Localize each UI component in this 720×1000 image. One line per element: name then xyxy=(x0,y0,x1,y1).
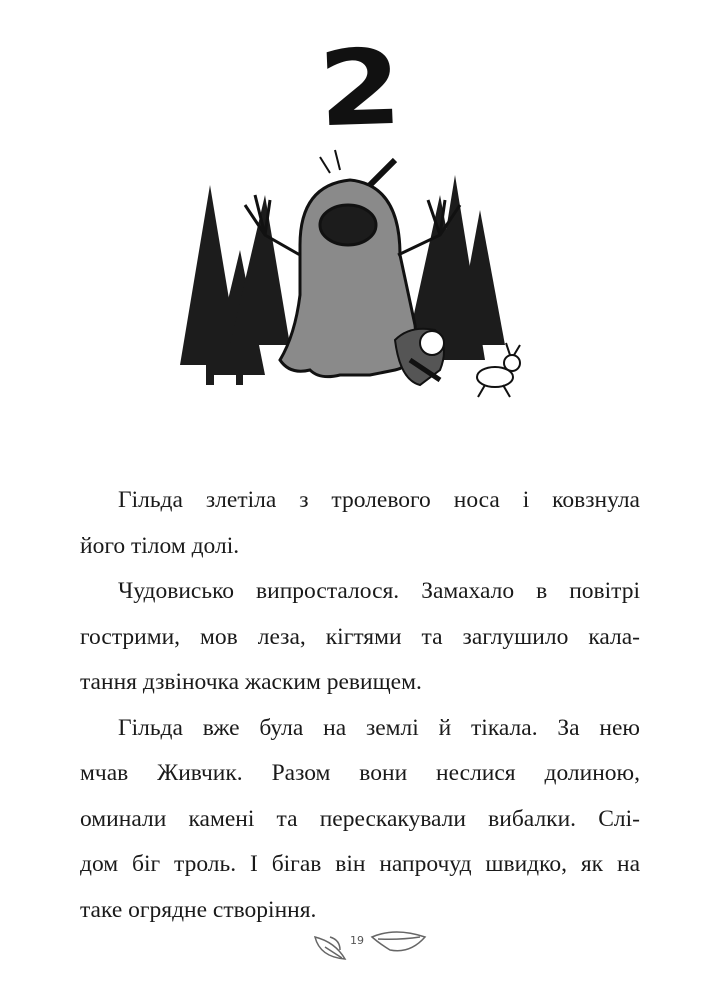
text-line: тання дзвіночка жаским ревищем. xyxy=(80,669,422,695)
text-line: його тілом долі. xyxy=(80,532,240,559)
text-line: Чудовисько випросталося. Замахало в повітрі xyxy=(118,578,640,604)
page-footer xyxy=(300,912,430,962)
troll-chase-illustration xyxy=(170,145,560,415)
leaf-ornament-icon xyxy=(300,912,430,962)
body-text xyxy=(80,478,640,933)
text-line: Гільда вже була на землі й тікала. За нею xyxy=(118,714,640,741)
chapter-number: 2 xyxy=(315,25,405,151)
text-line: оминали камені та перескакували вибалки. Слі- xyxy=(80,805,640,832)
text-line: дом біг троль. І бігав він напрочуд швидко, як на xyxy=(80,851,640,877)
girl-hilda xyxy=(395,329,444,385)
text-line: Гільда злетіла з тролевого носа і ковзнула xyxy=(118,487,640,513)
text-line: таке огрядне створіння. xyxy=(80,896,317,923)
page-number: 19 xyxy=(350,934,364,947)
text-line: мчав Живчик. Разом вони неслися долиною, xyxy=(80,760,640,786)
text-line: гострими, мов леза, кігтями та заглушило кала- xyxy=(80,623,640,650)
